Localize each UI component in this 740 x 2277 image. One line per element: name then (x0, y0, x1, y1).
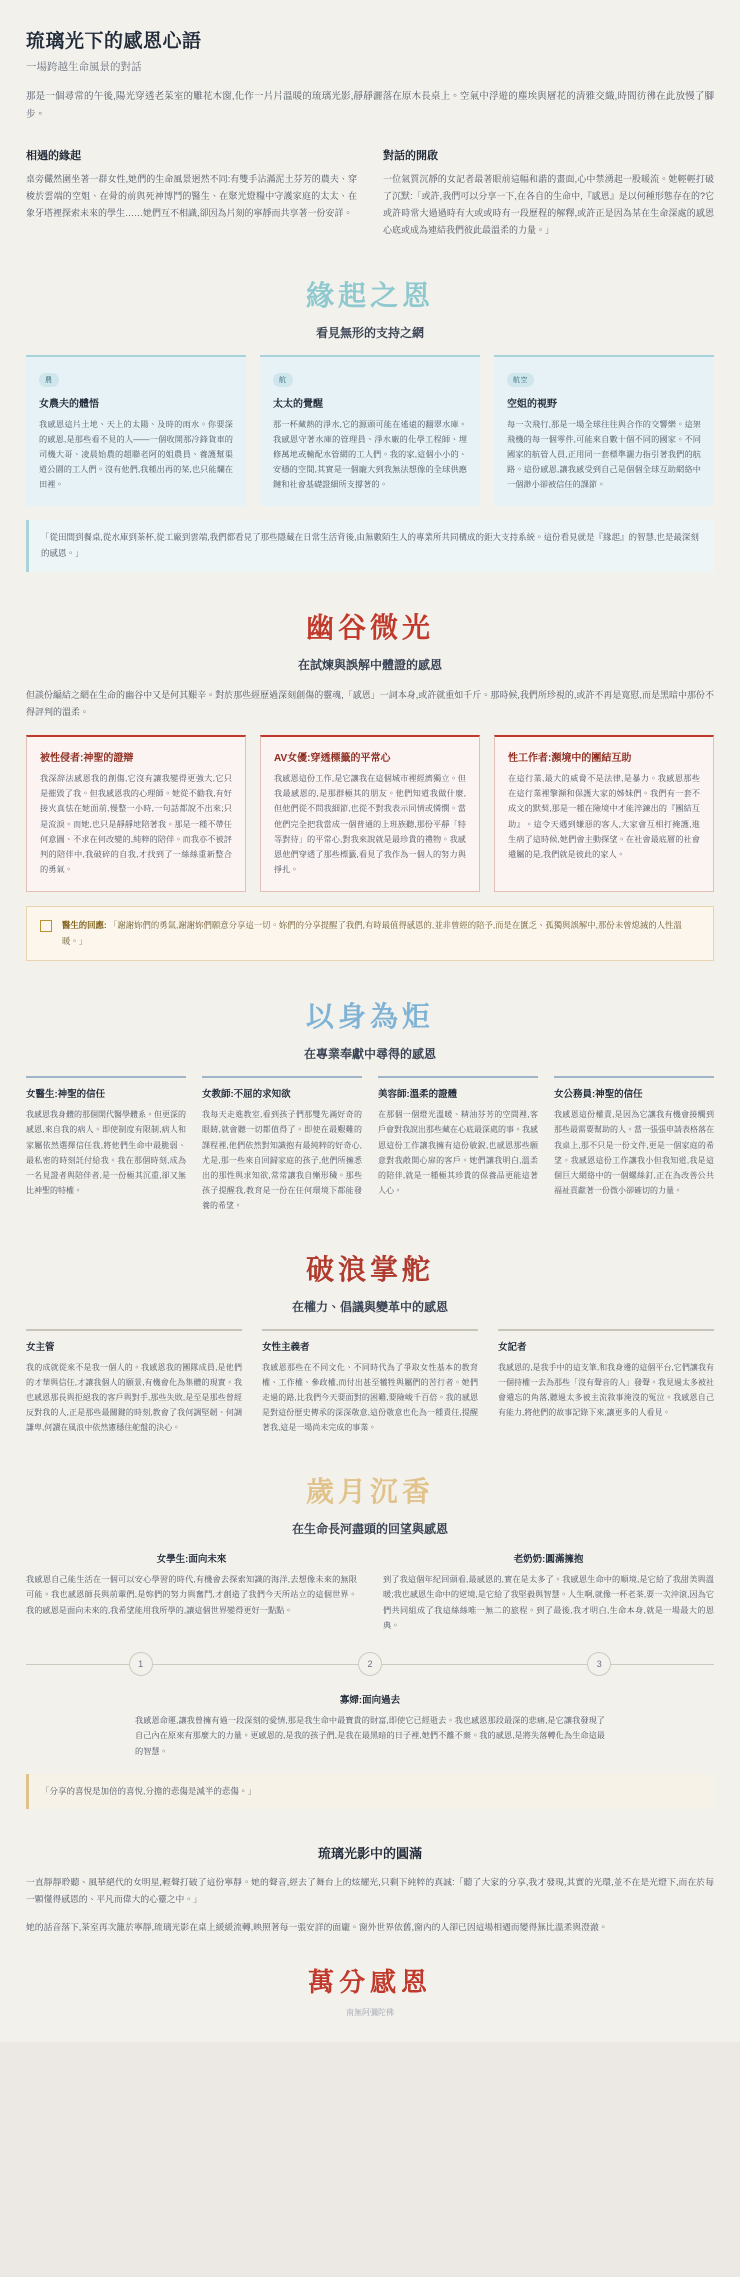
card-body-sex-worker: 在這行業,最大的威脅不是法律,是暴力。我感恩那些在這行業裡擎瀕和保護大家的姊妹們。我們有一套不成文的默契,那是一種在險境中才能淬鍊出的『團結互助』。這令天遇到嫌惡的客人,大家會互相打掩護,進生病了這時候,她們會主動探望。在社會最底層的社會遺屬的是,我們就是彼此的家人。 (508, 773, 700, 859)
card-body-flight-attendant: 每一次飛行,那是一場全球往往與合作的交響樂。這架飛機的每一個零件,可能來自數十個不同的國家。不同國家的航管人員,正用同一套標準灑力指引著我們的航路。這份感恩,讓我感受到自己是個個全球互助網絡中一個渺小卻被信任的課節。 (507, 419, 701, 490)
section-title-yishen: 以身為炬 (305, 1001, 434, 1033)
section-yougu (0, 606, 740, 961)
card-flight-attendant (494, 355, 714, 507)
column-row-yishen (26, 1076, 714, 1213)
column-body-manager: 我的成就從來不是我一個人的。我感恩我的團隊成員,是他們的才華與信任,才讓我個人的願景,有機會化為集體的現實。我也感恩那長與拒絕我的客戶與對手,那些失敗,是至是那些曾經反對我的人,正是那些最關鍵的時刻,教會了我何調堅韌、何調謙卑,何讀在風浪中依然憲穩住舵盤的決心。 (26, 1362, 242, 1433)
column-title-journalist: 女記者 (498, 1329, 714, 1353)
section-title-yuanqi: 緣起之恩 (305, 279, 434, 311)
column-title-feminist: 女性主義者 (262, 1329, 478, 1353)
card-housewife (260, 355, 480, 507)
intro-column-origin-heading: 相遇的緣起 (26, 150, 81, 163)
document-header (0, 0, 740, 147)
timeline-title-grandma: 老奶奶:圓滿擁抱 (513, 1553, 584, 1565)
callout-doctor-response (26, 906, 714, 961)
finale-paragraph-2: 她的話音落下,茶室再次籠於寧靜,琉璃光影在桌上緩緩流轉,映照著每一張安詳的面龐。窗外世界依舊,窗內的人卻已因這場相遇而變得無比溫柔與澄澈。 (26, 1921, 608, 1932)
column-title-doctor: 女醫生:神聖的信任 (26, 1076, 186, 1100)
intro-column-origin (26, 147, 357, 239)
timeline-title-student: 女學生:面向未來 (156, 1553, 227, 1565)
card-chip-flight-attendant: 航空 (507, 373, 534, 387)
section-subtitle-yougu: 在試煉與誤解中體證的感恩 (297, 657, 442, 672)
column-doctor (26, 1076, 186, 1213)
column-body-teacher: 我每天走進教室,看到孩子們那雙先滿好奇的眼睛,就會聽一切都值得了。即使在最艱難的課程裡,他們依然對知識抱有最純粹的好奇心,尤是,那一些來自回歸家庭的孩子,他們所擁悉出的那性與求知欲,常常讓我自慚形穢。那些孩子提醒我,教育是一份在任何環境下都能發養的希望。 (202, 1110, 362, 1211)
section-suiyue (0, 1470, 740, 1810)
section-title-yougu: 幽谷微光 (305, 611, 434, 643)
timeline-node-1[interactable]: 1 (129, 1652, 153, 1676)
card-body-housewife: 那一杯藏熱的淨水,它的源頭可能在遙遠的翻翠水庫。我感恩守著水庫的管理員、淨水廠的化學工程師、埋修萬地或輸配水管網的工人們。我的家,這個小小的、安穩的空間,其實是一個龐大到我無法想像的全球供應鏈和社會基礎證細所支撐著的。 (273, 419, 467, 490)
column-title-beautician: 美容師:溫柔的證體 (378, 1076, 538, 1100)
column-beautician (378, 1076, 538, 1213)
card-title-sex-worker: 性工作者:瀕境中的團結互助 (508, 752, 632, 764)
section-subtitle-suiyue: 在生命長河盡頭的回望與感恩 (291, 1521, 448, 1536)
card-title-flight-attendant: 空姐的視野 (507, 398, 557, 410)
card-title-survivor: 被性侵者:神聖的證辯 (40, 752, 134, 764)
timeline-top-row (26, 1551, 714, 1634)
card-sex-worker (494, 735, 714, 892)
timeline-node-2[interactable]: 2 (358, 1652, 382, 1676)
timeline-item-grandma (383, 1551, 714, 1634)
section-yuanqi (0, 274, 740, 572)
card-chip-housewife: 航 (273, 373, 293, 387)
timeline-bottom-row (26, 1692, 714, 1760)
big-thanks-title: 萬分感恩 (307, 1966, 432, 1997)
column-body-civil-servant: 我感恩這份權責,是因為它讓我有機會接觸到那些最需要幫助的人。當一張張申請表格落在我桌上,那不只是一份文件,更是一個家庭的希望。我感恩這份工作讓我小但我知道,我是這個巨大網絡中的一個螺絲釘,正在為改善公共福祉貢獻著一份微小卻確切的力量。 (554, 1110, 714, 1196)
column-teacher (202, 1076, 362, 1213)
card-row-yuanqi (26, 355, 714, 507)
column-civil-servant (554, 1076, 714, 1213)
column-body-doctor: 我感恩我身體的那個開代醫學體系。但更深的感恩,來自我的病人。即使制度有限制,病人和家屬依然選擇信任我,將他們生命中最脆弱、最私密的時刻託付給我。我在那個時刻,成為一名見證者與陪伴者,是一份極其沉重,卻又無比神聖的特權。 (26, 1110, 186, 1196)
intro-columns (0, 147, 740, 239)
footer-note: 南無阿彌陀佛 (346, 2007, 394, 2017)
intro-column-opening-heading: 對話的開啟 (383, 150, 438, 163)
column-journalist (498, 1329, 714, 1436)
intro-paragraph: 那是一個尋常的午後,陽光穿透老茱室的雕花木窗,化作一片片溫暖的琉璃光影,靜靜灑落在原木長桌上。空氣中浮遊的塵埃與層花的清雅交織,時間彷彿在此放慢了腳步。 (26, 91, 714, 120)
intro-column-origin-body: 桌旁儼然圍坐著一群女性,她們的生命風景迥然不同:有雙手沾滿泥土芬芳的農夫、穿梭於雲端的空姐、在骨的前與死神博鬥的醫生、在聚光燈糧中守護家庭的太太、在象牙塔裡探索未來的學生……她們互不相識,卻因為片刻的寧靜而共享著一份安詳。 (26, 174, 357, 219)
timeline-body-student: 我感恩自己能生活在一個可以安心學習的時代,有機會去探索知識的海洋,去想像未來的無限可能。我也感恩師長與前輩們,是妳們的努力與奮鬥,才創造了我們今天所站立的這個世界。我的感恩是面向未來的,我希望能用我所學的,讓這個世界變得更好一點點。 (26, 1574, 357, 1615)
column-body-feminist: 我感恩那些在不同文化、不同時代為了爭取女性基本的教育權、工作權、參政權,而付出甚至犧牲與屬們的苦行者。她們走過的路,比我們今天要面對的困難,要險峻千百倍。我的感恩是對這份歷史傳承的深深敬意,這份敬意也化為一種責任,提醒著我,這是一場尚未完成的事業。 (262, 1362, 478, 1433)
timeline-node-3[interactable]: 3 (587, 1652, 611, 1676)
column-manager (26, 1329, 242, 1436)
timeline-body-grandma: 到了我這個年紀回頭看,最感恩的,實在是太多了。我感恩生命中的順境,是它給了我甜美與溫暖;我也感恩生命中的逆境,是它給了我堅毅與智慧。人生啊,就像一杯老茶,要一次沖滾,因為它們共同組成了我這絲絲唯一無二的旅程。到了最後,我才明白,生命本身,就是一場最大的恩典。 (383, 1574, 714, 1631)
card-body-survivor: 我深辞法感恩我的創傷,它沒有讓我變得更強大,它只是摧毀了我。但我感恩我的心理師。她從不勸我,有好接火真怯在她面前,慢整一小時,一句話都說不出來;只是流淚。而她,也只是靜靜地陪著我。那是一種不帶任何意圖、不求在何改變的,純粹的陪伴。而我亦不被評判的陪伴中,我破碎的自我,才找到了一絲絲重新整合的勇氣。 (40, 773, 232, 875)
callout-label: 醫生的回應: (62, 920, 107, 931)
section-title-polang: 破浪掌舵 (305, 1253, 434, 1285)
check-box-icon (40, 920, 52, 932)
quote-yuanqi: 「從田間到餐桌,從水庫到茶杯,從工廠到雲端,我們都看見了那些隱藏在日常生活背後,由無數陌生人的專業所共同構成的鉅大支持系統。這份看見就是『緣起』的智慧,也是最深刻的感恩。」 (26, 520, 714, 571)
card-title-av-actress: AV女優:穿透標籤的平常心 (274, 752, 391, 764)
timeline-title-widow: 寡婦:面向過去 (339, 1694, 401, 1706)
column-row-polang (26, 1329, 714, 1436)
card-row-yougu (26, 735, 714, 892)
card-av-actress (260, 735, 480, 892)
section-lead-yougu: 但談份編結之網在生命的幽谷中又是何其艱辛。對於那些經歷過深刻創傷的靈魂,「感恩」一詞本身,或許就重如千斤。那時候,我們所珍視的,或許不再是寬慰,而是黑暗中那份不得評判的溫柔。 (26, 689, 714, 717)
section-finale (0, 1843, 740, 2017)
section-subtitle-yishen: 在專業奉獻中尋得的感恩 (303, 1047, 436, 1062)
card-survivor (26, 735, 246, 892)
section-yishen (0, 995, 740, 1213)
column-title-manager: 女主管 (26, 1329, 242, 1353)
quote-suiyue: 「分享的喜悅是加倍的喜悅,分擔的悲傷是減半的悲傷。」 (26, 1774, 714, 1810)
column-body-journalist: 我感恩的,是我手中的這支筆,和我身邊的這個平台,它們讓我有一個持權一去為那些「沒有聲音的人」發聲。我見過太多被社會遺忘的角落,聽過太多被主流敘事淹沒的冤泣。我感恩自己有能力,將他們的故事記錄下來,讓更多的人看見。 (498, 1362, 714, 1418)
timeline-body-widow: 我感恩命運,讓我曾擁有過一段深刻的愛情,那是我生命中最寶貴的財富,即使它已經逝去。我也感恩那段最深的悲痛,是它讓我發現了自己內在原來有那麼大的力量。更感恩的,是我的孩子們,是我在最黑暗的日子裡,她們不離不棄。我的感恩,是將失落轉化為生命這最的智慧。 (135, 1715, 605, 1756)
finale-paragraph-1: 一直靜靜聆聽、風華絕代的女明星,輕聲打破了這份寧靜。她的聲音,經去了舞台上的炫耀光,只剩下純粹的真誠:「聽了大家的分享,我才發現,其實的光環,並不在是光燈下,而在於每一顆懂得感恩的、平凡而偉大的心靈之中。」 (26, 1877, 714, 1905)
timeline-node-list (26, 1652, 714, 1676)
callout-text (62, 918, 700, 949)
section-polang (0, 1248, 740, 1436)
column-feminist (262, 1329, 478, 1436)
intro-column-opening (383, 147, 714, 239)
card-farmer (26, 355, 246, 507)
section-subtitle-yuanqi: 看見無形的支持之網 (315, 325, 424, 340)
card-body-farmer: 我感恩這片土地、天上的太陽、及時的雨水。你要深的感恩,是那些看不見的人——一個收開那冷鋒貨車的司機大哥、凌晨始農的超聯老阿的姐農員、養護幫渠道公園的工人們。沒有他們,我種出再的菜,也只能爛在田裡。 (39, 419, 233, 490)
card-title-farmer: 女農夫的體悟 (39, 398, 99, 410)
card-title-housewife: 太太的覺醒 (273, 398, 323, 410)
finale-title: 琉璃光影中的圓滿 (317, 1846, 422, 1862)
column-title-civil-servant: 女公務員:神聖的信任 (554, 1076, 714, 1100)
page-title: 琉璃光下的感恩心語 (26, 31, 202, 52)
intro-column-opening-body: 一位氣質沉靜的女記者最著眼前這幅和諧的畫面,心中禁湧起一股暖流。她輕輕打破了沉默:「或許,我們可以分享一下,在各自的生命中,『感恩』是以何種形態存在的?它或許時常大過過時有大或或時有一段歷程的解釋,或許正是因為某在生命深處的感恩心底或成為連結我們彼此最溫柔的力量。」 (383, 174, 714, 236)
card-body-av-actress: 我感恩這份工作,是它讓我在這個城市裡經濟獨立。但我最感恩的,是那群極其的朋友。他們知道我做什麼,但他們從不問我細節,也從不對我表示同情或憐憫。當他們完全把我當成一個普通的上班族聽,那份平靜「特等對待」的平常心,對我來說就是最珍貴的禮物。我感恩他們穿透了那些標籤,看見了我作為一個人的努力與掙扎。 (274, 773, 466, 875)
section-title-suiyue: 歲月沉香 (305, 1475, 434, 1507)
column-body-beautician: 在那個一個燈光溫暖、精油芬芳的空間裡,客戶會對我說出那些藏在心底最深處的事。我感恩這份工作讓我擁有這份敏銳,也感恩那些願意對我敞開心扉的客戶。她們讓我明白,溫柔的陪伴,就是一種極其珍貴的保養品更能這著人心。 (378, 1110, 538, 1196)
timeline-item-student (26, 1551, 357, 1634)
section-subtitle-polang: 在權力、倡議與變革中的感恩 (291, 1299, 448, 1314)
card-chip-farmer: 農 (39, 373, 59, 387)
page-subtitle: 一場跨越生命風景的對話 (26, 61, 142, 73)
timeline-axis (26, 1648, 714, 1682)
column-title-teacher: 女教師:不屈的求知欲 (202, 1076, 362, 1100)
callout-body: 「謝謝妳們的勇氣,謝謝妳們願意分享這一切。妳們的分享提醒了我們,有時最值得感恩的,並非曾經的陪予,而是在匱乏、孤獨與誤解中,那份未曾熄滅的人性溫暖。」 (62, 920, 682, 946)
